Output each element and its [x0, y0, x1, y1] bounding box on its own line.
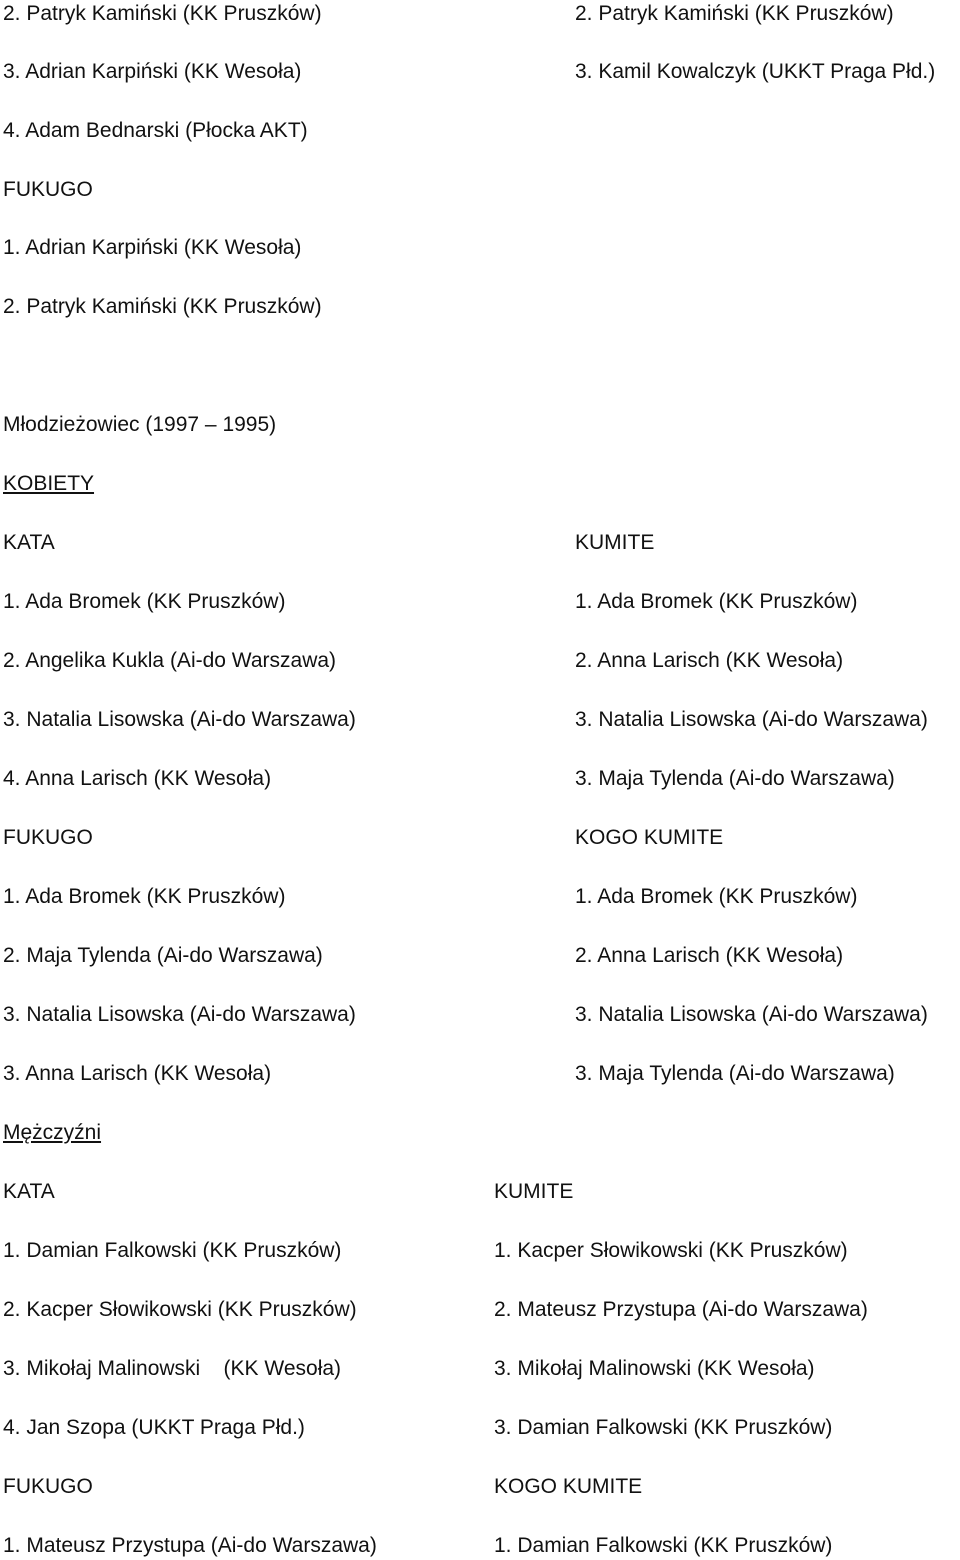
result-line: 2. Anna Larisch (KK Wesoła) [575, 649, 844, 672]
result-line: 4. Adam Bednarski (Płocka AKT) [3, 119, 308, 142]
result-line: 3. Maja Tylenda (Ai-do Warszawa) [575, 1062, 895, 1085]
section-heading: KOGO KUMITE [494, 1475, 643, 1498]
men-heading: Mężczyźni [3, 1121, 102, 1144]
result-line: 1. Ada Bromek (KK Pruszków) [3, 590, 286, 613]
section-heading: FUKUGO [3, 178, 93, 201]
section-heading: KUMITE [494, 1180, 574, 1203]
section-heading: KATA [3, 1180, 55, 1203]
section-heading: FUKUGO [3, 1475, 93, 1498]
result-line: 2. Patryk Kamiński (KK Pruszków) [575, 2, 894, 25]
result-line: 1. Damian Falkowski (KK Pruszków) [3, 1239, 342, 1262]
result-line: 3. Maja Tylenda (Ai-do Warszawa) [575, 767, 895, 790]
section-heading: FUKUGO [3, 826, 93, 849]
result-line: 3. Mikołaj Malinowski (KK Wesoła) [494, 1357, 815, 1380]
result-line: 3. Natalia Lisowska (Ai-do Warszawa) [575, 1003, 928, 1026]
result-line: 3. Anna Larisch (KK Wesoła) [3, 1062, 272, 1085]
result-line: 2. Anna Larisch (KK Wesoła) [575, 944, 844, 967]
section-heading: KOGO KUMITE [575, 826, 724, 849]
result-line: 3. Natalia Lisowska (Ai-do Warszawa) [575, 708, 928, 731]
result-line: 2. Patryk Kamiński (KK Pruszków) [3, 295, 322, 318]
result-line: 3. Kamil Kowalczyk (UKKT Praga Płd.) [575, 60, 936, 83]
result-line: 4. Anna Larisch (KK Wesoła) [3, 767, 272, 790]
result-line: 3. Natalia Lisowska (Ai-do Warszawa) [3, 708, 356, 731]
result-line: 3. Mikołaj Malinowski (KK Wesoła) [3, 1357, 342, 1380]
result-line: 2. Maja Tylenda (Ai-do Warszawa) [3, 944, 323, 967]
result-line: 4. Jan Szopa (UKKT Praga Płd.) [3, 1416, 305, 1439]
result-line: 3. Natalia Lisowska (Ai-do Warszawa) [3, 1003, 356, 1026]
section-heading: KATA [3, 531, 55, 554]
result-line: 2. Mateusz Przystupa (Ai-do Warszawa) [494, 1298, 868, 1321]
result-line: 2. Patryk Kamiński (KK Pruszków) [3, 2, 322, 25]
women-heading: KOBIETY [3, 472, 95, 495]
result-line: 3. Damian Falkowski (KK Pruszków) [494, 1416, 833, 1439]
result-line: 3. Adrian Karpiński (KK Wesoła) [3, 60, 302, 83]
result-line: 1. Ada Bromek (KK Pruszków) [3, 885, 286, 908]
result-line: 1. Damian Falkowski (KK Pruszków) [494, 1534, 833, 1557]
result-line: 1. Kacper Słowikowski (KK Pruszków) [494, 1239, 848, 1262]
result-line: 1. Ada Bromek (KK Pruszków) [575, 885, 858, 908]
result-line: 2. Kacper Słowikowski (KK Pruszków) [3, 1298, 357, 1321]
result-line: 1. Adrian Karpiński (KK Wesoła) [3, 236, 302, 259]
result-line: 1. Ada Bromek (KK Pruszków) [575, 590, 858, 613]
result-line: 2. Angelika Kukla (Ai-do Warszawa) [3, 649, 337, 672]
category-title: Młodzieżowiec (1997 – 1995) [3, 413, 277, 436]
result-line: 1. Mateusz Przystupa (Ai-do Warszawa) [3, 1534, 377, 1557]
section-heading: KUMITE [575, 531, 655, 554]
